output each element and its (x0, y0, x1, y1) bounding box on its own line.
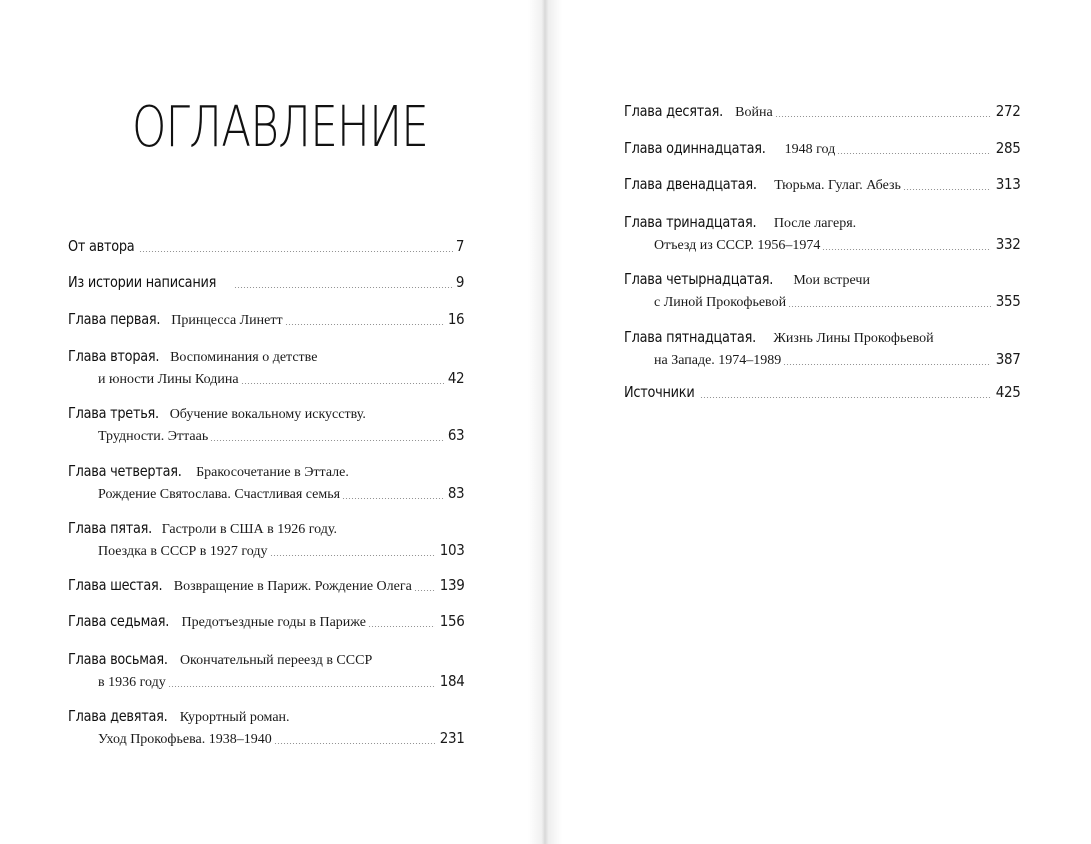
toc-entry-label: Глава одиннадцатая. (624, 139, 766, 157)
toc-entry-text: Воспоминания о детстве (170, 350, 318, 365)
toc-entry-label: Глава первая. (68, 310, 161, 328)
toc-entry-label: Из истории написания (68, 273, 217, 291)
toc-entry-text: Обучение вокальному искусству. (169, 407, 366, 422)
toc-entry-label: Глава тринадцатая. (624, 213, 757, 231)
dot-leader (700, 397, 991, 398)
page-number: 272 (995, 102, 1020, 120)
toc-entry (624, 211, 1020, 255)
toc-entry-label: Глава третья. (68, 404, 159, 422)
dot-leader (903, 189, 991, 190)
dot-leader (788, 306, 990, 307)
toc-entry-label: От автора (68, 237, 135, 255)
page-number: 42 (447, 369, 464, 387)
dot-leader (342, 498, 444, 499)
page-number: 184 (439, 672, 464, 690)
toc-entry (68, 517, 464, 561)
page-number: 231 (439, 729, 464, 747)
page-number: 83 (447, 484, 464, 502)
dot-leader (234, 287, 453, 288)
page-number: 16 (447, 310, 464, 328)
toc-entry (68, 610, 464, 632)
dot-leader (285, 324, 444, 325)
page-number: 103 (439, 541, 464, 559)
dot-leader (274, 743, 435, 744)
toc-entry-subtext: и юности Лины Кодина (98, 372, 239, 387)
toc-entry (68, 235, 464, 257)
toc-entry-text: Окончательный переезд в СССР (179, 653, 373, 668)
toc-entry (68, 705, 464, 749)
dot-leader (210, 440, 444, 441)
toc-entry-text: После лагеря. (773, 216, 857, 231)
page-number: 425 (995, 383, 1020, 401)
toc-entry-text: Тюрьма. Гулаг. Абезь (774, 178, 901, 193)
toc-entry-text: 1948 год (784, 142, 836, 157)
toc-entry-label: Глава четвертая. (68, 462, 182, 480)
dot-leader (168, 686, 435, 687)
toc-entry-subtext: Поездка в СССР в 1927 году (98, 544, 268, 559)
page-number: 156 (439, 612, 464, 630)
dot-leader (783, 364, 990, 365)
toc-entry-label: Глава двенадцатая. (624, 175, 757, 193)
dot-leader (241, 383, 444, 384)
toc-entry-subtext: Рождение Святослава. Счастливая семья (98, 487, 341, 502)
left-page (0, 0, 545, 844)
toc-entry (624, 381, 1020, 403)
dot-leader (139, 251, 453, 252)
dot-leader (822, 249, 990, 250)
toc-entry (68, 648, 464, 692)
toc-entry-subtext: с Линой Прокофьевой (654, 295, 787, 310)
dot-leader (837, 153, 990, 154)
book-gutter (528, 0, 562, 844)
toc-entry-subtext: Трудности. Эттааь (98, 429, 209, 444)
toc-entry-subtext: Уход Прокофьева. 1938–1940 (98, 732, 272, 747)
toc-entry (68, 574, 464, 596)
page-title: ОГЛАВЛЕНИЕ (132, 95, 429, 160)
page-number: 9 (455, 273, 464, 291)
toc-entry (624, 137, 1020, 159)
toc-entry-subtext: в 1936 году (98, 675, 166, 690)
dot-leader (368, 626, 435, 627)
page-number: 285 (995, 139, 1020, 157)
toc-entry-label: Глава седьмая. (68, 612, 170, 630)
toc-entry (68, 460, 464, 504)
toc-entry-text: Курортный роман. (179, 710, 290, 725)
page-number: 313 (995, 175, 1020, 193)
toc-entry-label: Источники (624, 383, 695, 401)
toc-entry (624, 173, 1020, 195)
toc-entry-text: Возвращение в Париж. Рождение Олега (173, 579, 412, 594)
page-number: 387 (995, 350, 1020, 368)
dot-leader (270, 555, 435, 556)
toc-entry (624, 100, 1020, 122)
page-number: 355 (995, 292, 1020, 310)
toc-entry (68, 271, 464, 293)
toc-entry (68, 308, 464, 330)
toc-entry-subtext: Отъезд из СССР. 1956–1974 (654, 238, 821, 253)
toc-entry-text: Мои встречи (793, 273, 870, 288)
toc-entry-subtext: на Западе. 1974–1989 (654, 353, 782, 368)
toc-entry (624, 326, 1020, 370)
toc-entry-label: Глава пятнадцатая. (624, 328, 756, 346)
toc-entry-label: Глава четырнадцатая. (624, 270, 774, 288)
toc-entry-text: Жизнь Лины Прокофьевой (773, 331, 934, 346)
toc-entry-label: Глава пятая. (68, 519, 153, 537)
toc-entry-text: Гастроли в США в 1926 году. (161, 522, 337, 537)
toc-entry-text: Предотъездные годы в Париже (181, 615, 366, 630)
page-number: 139 (439, 576, 464, 594)
toc-entry (68, 345, 464, 389)
toc-entry-label: Глава десятая. (624, 102, 724, 120)
page-number: 63 (447, 426, 464, 444)
toc-entry-text: Бракосочетание в Эттале. (196, 465, 349, 480)
dot-leader (414, 590, 435, 591)
page-number: 7 (455, 237, 464, 255)
toc-entry-label: Глава шестая. (68, 576, 163, 594)
dot-leader (775, 116, 991, 117)
toc-entry (624, 268, 1020, 312)
toc-entry-label: Глава вторая. (68, 347, 160, 365)
toc-entry-label: Глава девятая. (68, 707, 168, 725)
toc-entry-label: Глава восьмая. (68, 650, 168, 668)
toc-entry-text: Война (735, 105, 773, 120)
page-number: 332 (995, 235, 1020, 253)
toc-entry-text: Принцесса Линетт (171, 313, 283, 328)
right-page (545, 0, 1091, 844)
toc-entry (68, 402, 464, 446)
